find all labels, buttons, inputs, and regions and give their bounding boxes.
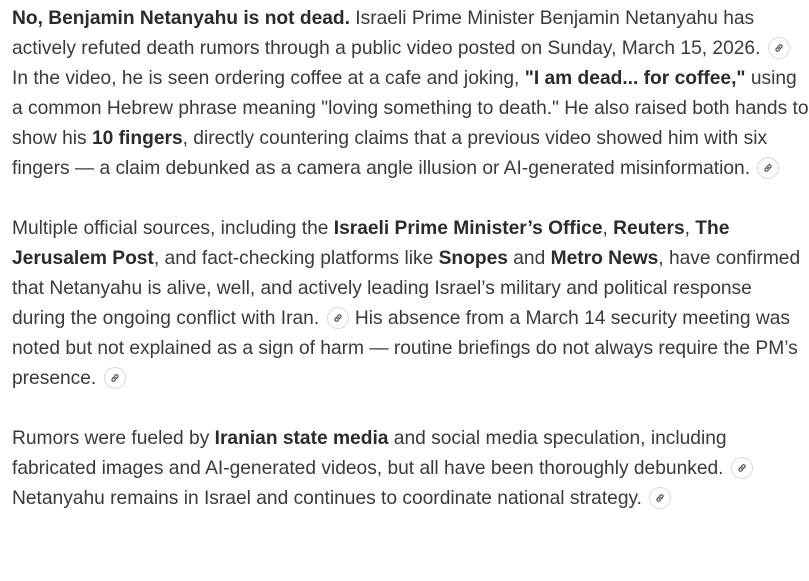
bold-text: Reuters: [613, 218, 685, 239]
body-text: , directly countering claims that a previous video showed him with six fingers — a claim debunked as a camera angle illusion or AI-generated misinformation.: [12, 128, 768, 179]
body-text: , and fact-checking platforms like: [153, 248, 439, 269]
answer-paragraph-1: [12, 4, 809, 184]
citation-link-button[interactable]: [327, 307, 349, 329]
body-text: Israeli Prime Minister Benjamin Netanyahu has actively refuted death rumors through a public video posted on Sunday, March 15, 2026.: [12, 8, 766, 59]
bold-text: Israeli Prime Minister’s Office: [333, 218, 603, 239]
body-text: Netanyahu remains in Israel and continues to coordinate national strategy.: [12, 488, 648, 509]
link-icon: [105, 372, 125, 384]
answer-paragraph-2: [12, 214, 809, 394]
link-icon: [769, 42, 789, 54]
body-text: using a common Hebrew phrase meaning "loving something to death." He also raised both hands to show his: [12, 68, 809, 149]
body-text: and: [507, 248, 551, 269]
body-text: Rumors were fueled by: [12, 428, 215, 449]
body-text: and social media speculation, including fabricated images and AI-generated videos, but all have been thoroughly debunked.: [12, 428, 729, 479]
bold-text: Metro News: [550, 248, 659, 269]
body-text: ,: [684, 218, 696, 239]
bold-text: Snopes: [438, 248, 508, 269]
body-text: ,: [602, 218, 614, 239]
link-icon: [732, 462, 752, 474]
link-icon: [328, 312, 348, 324]
body-text: In the video, he is seen ordering coffee at a cafe and joking,: [12, 68, 525, 89]
body-text: Multiple official sources, including the: [12, 218, 334, 239]
citation-link-button[interactable]: [768, 37, 790, 59]
citation-link-button[interactable]: [104, 367, 126, 389]
citation-link-button[interactable]: [757, 157, 779, 179]
bold-text: Iranian state media: [214, 428, 389, 449]
bold-text: The Jerusalem Post: [12, 218, 730, 269]
answer-paragraph-3: [12, 424, 809, 514]
citation-link-button[interactable]: [731, 457, 753, 479]
bold-text: "I am dead... for coffee,": [524, 68, 746, 89]
bold-text: 10 fingers: [91, 128, 183, 149]
link-icon: [650, 492, 670, 504]
body-text: His absence from a March 14 security meeting was noted but not explained as a sign of harm — routine briefings do not always require the PM’s presence.: [12, 308, 798, 389]
link-icon: [758, 162, 778, 174]
body-text: , have confirmed that Netanyahu is alive, well, and actively leading Israel’s military and political response during the ongoing conflict with Iran.: [12, 248, 801, 329]
citation-link-button[interactable]: [649, 487, 671, 509]
bold-text: No, Benjamin Netanyahu is not dead.: [12, 8, 350, 29]
